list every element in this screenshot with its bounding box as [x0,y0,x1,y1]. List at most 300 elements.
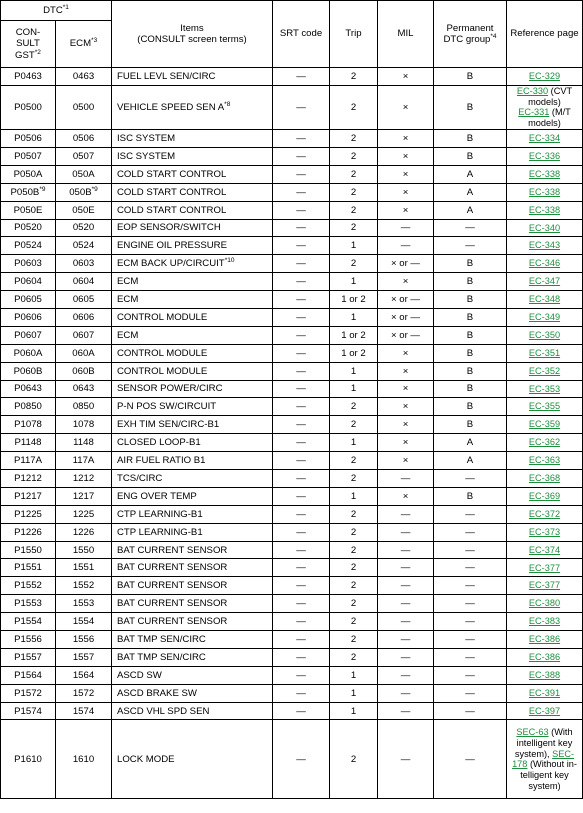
consult-code [1,362,56,380]
reference-link[interactable]: EC-380 [528,598,561,609]
mil-status: × [378,434,434,452]
consult-code [1,380,56,398]
item-name [112,470,273,488]
item-name [112,613,273,631]
reference-link[interactable]: EC-331 [518,107,550,118]
consult-code [1,183,56,201]
mil-status: × [378,183,434,201]
consult-code-text: P0506 [14,133,42,145]
item-name [112,648,273,666]
mil-status: — [378,505,434,523]
trip-count: 2 [330,201,378,219]
item-name-text: ECM [117,294,139,306]
table-row [1,416,583,434]
ecm-code [56,308,112,326]
trip-count: 2 [330,68,378,86]
table-row [1,702,583,720]
ecm-code [56,147,112,165]
consult-code-text: P1574 [14,705,42,717]
permanent-dtc-group: B [434,380,507,398]
item-name [112,702,273,720]
item-name-text: TCS/CIRC [117,472,163,484]
reference-link[interactable]: EC-334 [528,133,561,144]
table-row [1,183,583,201]
reference-link[interactable]: EC-340 [528,222,561,233]
ecm-code [56,291,112,309]
table-row [1,273,583,291]
reference-link[interactable]: EC-388 [528,669,561,680]
permanent-dtc-group: — [434,631,507,649]
item-name [112,344,273,362]
srt-code: — [273,452,330,470]
srt-code: — [273,559,330,577]
reference-page [507,362,583,380]
ecm-code [56,666,112,684]
srt-code: — [273,666,330,684]
reference-link[interactable]: EC-346 [528,258,561,269]
reference-page [507,165,583,183]
consult-code [1,631,56,649]
permanent-dtc-group: — [434,613,507,631]
trip-count: 2 [330,720,378,799]
table-row [1,631,583,649]
footnote-mark: *8 [224,100,231,108]
reference-link[interactable]: SEC-178 [512,748,575,770]
item-name-text: ENG OVER TEMP [117,490,197,502]
ecm-code [56,273,112,291]
mil-status: — [378,684,434,702]
ecm-code-text: 1553 [72,598,95,610]
item-name-text: P-N POS SW/CIRCUIT [117,401,217,413]
ecm-code-text: 1550 [72,544,95,556]
mil-status: — [378,523,434,541]
item-name [112,165,273,183]
table-row [1,326,583,344]
reference-link[interactable]: SEC-63 [516,727,549,738]
reference-page [507,237,583,255]
item-name [112,434,273,452]
reference-link[interactable]: EC-377 [528,562,561,573]
consult-code-text: P1078 [14,419,42,431]
item-name [112,631,273,649]
mil-status: × [378,85,434,129]
reference-page [507,255,583,273]
permanent-dtc-group: — [434,237,507,255]
reference-link[interactable]: EC-391 [528,687,561,698]
item-name [112,523,273,541]
reference-page-header: Reference page [507,1,583,68]
ecm-header: ECM$^{*3}$ [56,21,112,68]
trip-count: 2 [330,219,378,237]
trip-count: 2 [330,559,378,577]
ecm-code-text: 1078 [72,419,95,431]
ecm-code [56,380,112,398]
table-row [1,452,583,470]
reference-link[interactable]: EC-359 [528,419,561,430]
trip-count: 1 [330,684,378,702]
ecm-code [56,523,112,541]
trip-count: 1 or 2 [330,291,378,309]
reference-link[interactable]: EC-336 [528,151,561,162]
ecm-code [56,68,112,86]
trip-count: 2 [330,541,378,559]
consult-code-text: P0607 [14,329,42,341]
reference-link[interactable]: EC-338 [528,168,561,179]
mil-status: — [378,613,434,631]
footnote-mark: *10 [224,257,235,265]
mil-status: — [378,648,434,666]
reference-link[interactable]: EC-330 [516,85,549,96]
item-name-text: ECM [117,329,139,341]
reference-page [507,505,583,523]
consult-code [1,165,56,183]
consult-code [1,344,56,362]
trip-count: 2 [330,147,378,165]
permanent-dtc-group: B [434,308,507,326]
reference-link[interactable]: EC-386 [528,634,561,645]
consult-code [1,702,56,720]
ecm-code [56,470,112,488]
ecm-code [56,219,112,237]
permanent-dtc-group: — [434,559,507,577]
item-name [112,255,273,273]
reference-link[interactable]: EC-373 [528,526,561,537]
item-name-text: ECM [117,276,139,288]
item-name [112,219,273,237]
srt-code: — [273,505,330,523]
table-row [1,595,583,613]
consult-code-text: P1212 [14,472,42,484]
item-name-text: CTP LEARNING-B1 [117,508,203,520]
reference-link[interactable]: EC-383 [528,616,561,627]
srt-code: — [273,308,330,326]
trip-count: 2 [330,505,378,523]
consult-code-text: P0463 [14,70,42,82]
reference-page [507,541,583,559]
trip-count: 2 [330,523,378,541]
permanent-dtc-group: B [434,255,507,273]
reference-link[interactable]: EC-362 [528,437,561,448]
ecm-code-text: 0850 [72,401,95,413]
reference-link[interactable]: EC-329 [528,71,561,82]
mil-status: — [378,237,434,255]
consult-code [1,613,56,631]
mil-status: × [378,380,434,398]
reference-page [507,68,583,86]
reference-link[interactable]: EC-397 [528,705,561,716]
item-name-text: CTP LEARNING-B1 [117,526,203,538]
mil-status: — [378,470,434,488]
table-row [1,398,583,416]
table-row [1,291,583,309]
mil-status: × [378,147,434,165]
item-name-text: ENGINE OIL PRESSURE [117,240,227,252]
item-name-text: COLD START CONTROL [117,168,227,180]
ecm-code-text: 0507 [72,150,95,162]
item-name [112,398,273,416]
reference-link[interactable]: EC-386 [528,651,561,662]
mil-status: — [378,219,434,237]
table-row [1,130,583,148]
reference-page [507,523,583,541]
ecm-code-text: 1557 [72,651,95,663]
consult-code-text: P0604 [14,276,42,288]
srt-code: — [273,68,330,86]
srt-code: — [273,470,330,488]
trip-count: 1 [330,380,378,398]
trip-count: 1 [330,237,378,255]
reference-link[interactable]: EC-374 [528,544,561,555]
item-name [112,68,273,86]
reference-link[interactable]: EC-377 [528,580,561,591]
reference-page [507,434,583,452]
reference-page [507,344,583,362]
ecm-code-text: 050E [72,204,95,216]
consult-code-text: P1148 [14,437,42,449]
mil-status: × [378,487,434,505]
ecm-code-text: 0607 [72,329,95,341]
srt-code: — [273,362,330,380]
consult-code-text: P1572 [14,687,42,699]
consult-code [1,291,56,309]
srt-code-header: SRT code [273,1,330,68]
permanent-dtc-group: B [434,398,507,416]
reference-note: (With intelligent key system), [514,727,573,759]
reference-note: (Without in-telligent key system) [520,759,577,792]
permanent-dtc-group: — [434,595,507,613]
item-name [112,666,273,684]
ecm-code-text: 1564 [72,669,95,681]
reference-link[interactable]: EC-349 [528,312,561,323]
trip-count: 1 [330,434,378,452]
trip-count: 1 [330,666,378,684]
ecm-code-text: 050B [69,186,92,198]
item-name-text: ASCD BRAKE SW [117,687,197,699]
item-name-text: CLOSED LOOP-B1 [117,437,201,449]
reference-link[interactable]: EC-348 [528,294,561,305]
reference-link[interactable]: EC-355 [528,401,561,412]
consult-code [1,684,56,702]
ecm-code-text: 0524 [72,240,95,252]
reference-page [507,380,583,398]
table-row [1,147,583,165]
srt-code: — [273,183,330,201]
permanent-dtc-group: — [434,720,507,799]
mil-status: × or — [378,308,434,326]
reference-link[interactable]: EC-350 [528,329,561,340]
consult-code [1,201,56,219]
consult-code [1,147,56,165]
consult-code-text: P117A [13,455,43,467]
consult-code [1,219,56,237]
ecm-code-text: 1554 [72,616,95,628]
mil-status: × or — [378,326,434,344]
reference-link[interactable]: EC-352 [528,365,561,376]
srt-code: — [273,523,330,541]
item-name-text: BAT CURRENT SENSOR [117,598,228,610]
item-name [112,237,273,255]
srt-code: — [273,344,330,362]
ecm-code [56,165,112,183]
reference-link[interactable]: EC-369 [528,490,561,501]
ecm-code [56,237,112,255]
reference-note: (M/T models) [528,107,571,129]
ecm-code [56,541,112,559]
item-name-text: BAT CURRENT SENSOR [117,562,228,574]
item-name [112,291,273,309]
trip-count: 1 [330,273,378,291]
reference-link[interactable]: EC-343 [528,240,561,251]
ecm-code [56,416,112,434]
reference-page [507,648,583,666]
trip-count: 2 [330,416,378,434]
ecm-code-text: 1551 [72,562,95,574]
item-name-text: COLD START CONTROL [117,186,227,198]
reference-page [507,416,583,434]
item-name [112,147,273,165]
permanent-dtc-group: — [434,523,507,541]
consult-code-text: P1556 [14,633,42,645]
permanent-dtc-group: B [434,130,507,148]
srt-code: — [273,595,330,613]
permanent-dtc-group: — [434,702,507,720]
ecm-code-text: 0500 [72,101,95,113]
reference-link[interactable]: EC-353 [528,383,561,394]
ecm-code [56,613,112,631]
consult-code [1,398,56,416]
item-name [112,183,273,201]
ecm-code-text: 0506 [72,133,95,145]
srt-code: — [273,541,330,559]
reference-link[interactable]: EC-347 [528,276,561,287]
reference-page [507,273,583,291]
consult-code-text: P0520 [14,222,42,234]
item-name [112,273,273,291]
permanent-dtc-group: B [434,326,507,344]
consult-code-text: P060B [13,365,43,377]
permanent-dtc-group: — [434,666,507,684]
srt-code: — [273,416,330,434]
trip-count: 1 [330,487,378,505]
trip-count: 1 [330,308,378,326]
mil-status: — [378,541,434,559]
mil-status: — [378,595,434,613]
consult-code [1,434,56,452]
mil-status: × [378,165,434,183]
reference-note: (CVT models) [528,85,573,107]
reference-link[interactable]: EC-351 [528,347,561,358]
trip-count: 2 [330,452,378,470]
mil-status: × [378,362,434,380]
reference-page [507,308,583,326]
mil-status: × [378,201,434,219]
ecm-code [56,505,112,523]
permanent-dtc-group: A [434,201,507,219]
trip-count: 1 or 2 [330,326,378,344]
srt-code: — [273,648,330,666]
consult-code [1,326,56,344]
ecm-code-text: 1574 [72,705,95,717]
srt-code: — [273,487,330,505]
consult-code-text: P050B [10,186,40,198]
item-name-text: LOCK MODE [117,753,175,765]
reference-page [507,85,583,129]
table-row [1,487,583,505]
reference-page [507,487,583,505]
srt-code: — [273,577,330,595]
table-row [1,505,583,523]
permanent-dtc-group: — [434,505,507,523]
table-row [1,613,583,631]
consult-code-text: P0507 [14,150,42,162]
reference-link[interactable]: EC-338 [528,186,561,197]
ecm-code [56,684,112,702]
reference-page [507,577,583,595]
trip-count: 2 [330,130,378,148]
reference-page [507,666,583,684]
permanent-dtc-group: — [434,470,507,488]
mil-header: MIL [378,1,434,68]
ecm-code [56,344,112,362]
trip-count: 2 [330,165,378,183]
consult-code [1,505,56,523]
consult-code [1,416,56,434]
ecm-code-text: 1217 [72,490,95,502]
permanent-dtc-group-header: Permanent DTC group$^{*4}$ [434,1,507,68]
consult-code-text: P0643 [14,383,42,395]
reference-link[interactable]: EC-368 [528,473,561,484]
consult-code-text: P0603 [14,258,42,270]
consult-code-text: P0500 [14,101,42,113]
reference-link[interactable]: EC-372 [528,508,561,519]
permanent-dtc-group: B [434,85,507,129]
trip-count: 2 [330,470,378,488]
table-row [1,255,583,273]
item-name-text: BAT CURRENT SENSOR [117,544,228,556]
mil-status: — [378,577,434,595]
permanent-dtc-group: — [434,684,507,702]
srt-code: — [273,165,330,183]
table-row [1,201,583,219]
srt-code: — [273,434,330,452]
reference-page [507,452,583,470]
ecm-code-text: 1552 [72,580,95,592]
item-name [112,577,273,595]
reference-page [507,201,583,219]
item-name [112,505,273,523]
ecm-code [56,631,112,649]
ecm-code-text: 0606 [72,311,95,323]
permanent-dtc-group: — [434,219,507,237]
reference-link[interactable]: EC-363 [528,455,561,466]
reference-page [507,613,583,631]
srt-code: — [273,684,330,702]
ecm-code [56,255,112,273]
reference-page [507,183,583,201]
srt-code: — [273,631,330,649]
reference-page [507,130,583,148]
reference-link[interactable]: EC-338 [528,204,561,215]
reference-page [507,147,583,165]
consult-code-text: P050A [13,168,43,180]
mil-status: — [378,666,434,684]
trip-count: 2 [330,648,378,666]
ecm-code-text: 050A [72,168,95,180]
ecm-code-text: 1226 [72,526,95,538]
item-name [112,541,273,559]
permanent-dtc-group: — [434,577,507,595]
item-name-text: ASCD SW [117,669,162,681]
